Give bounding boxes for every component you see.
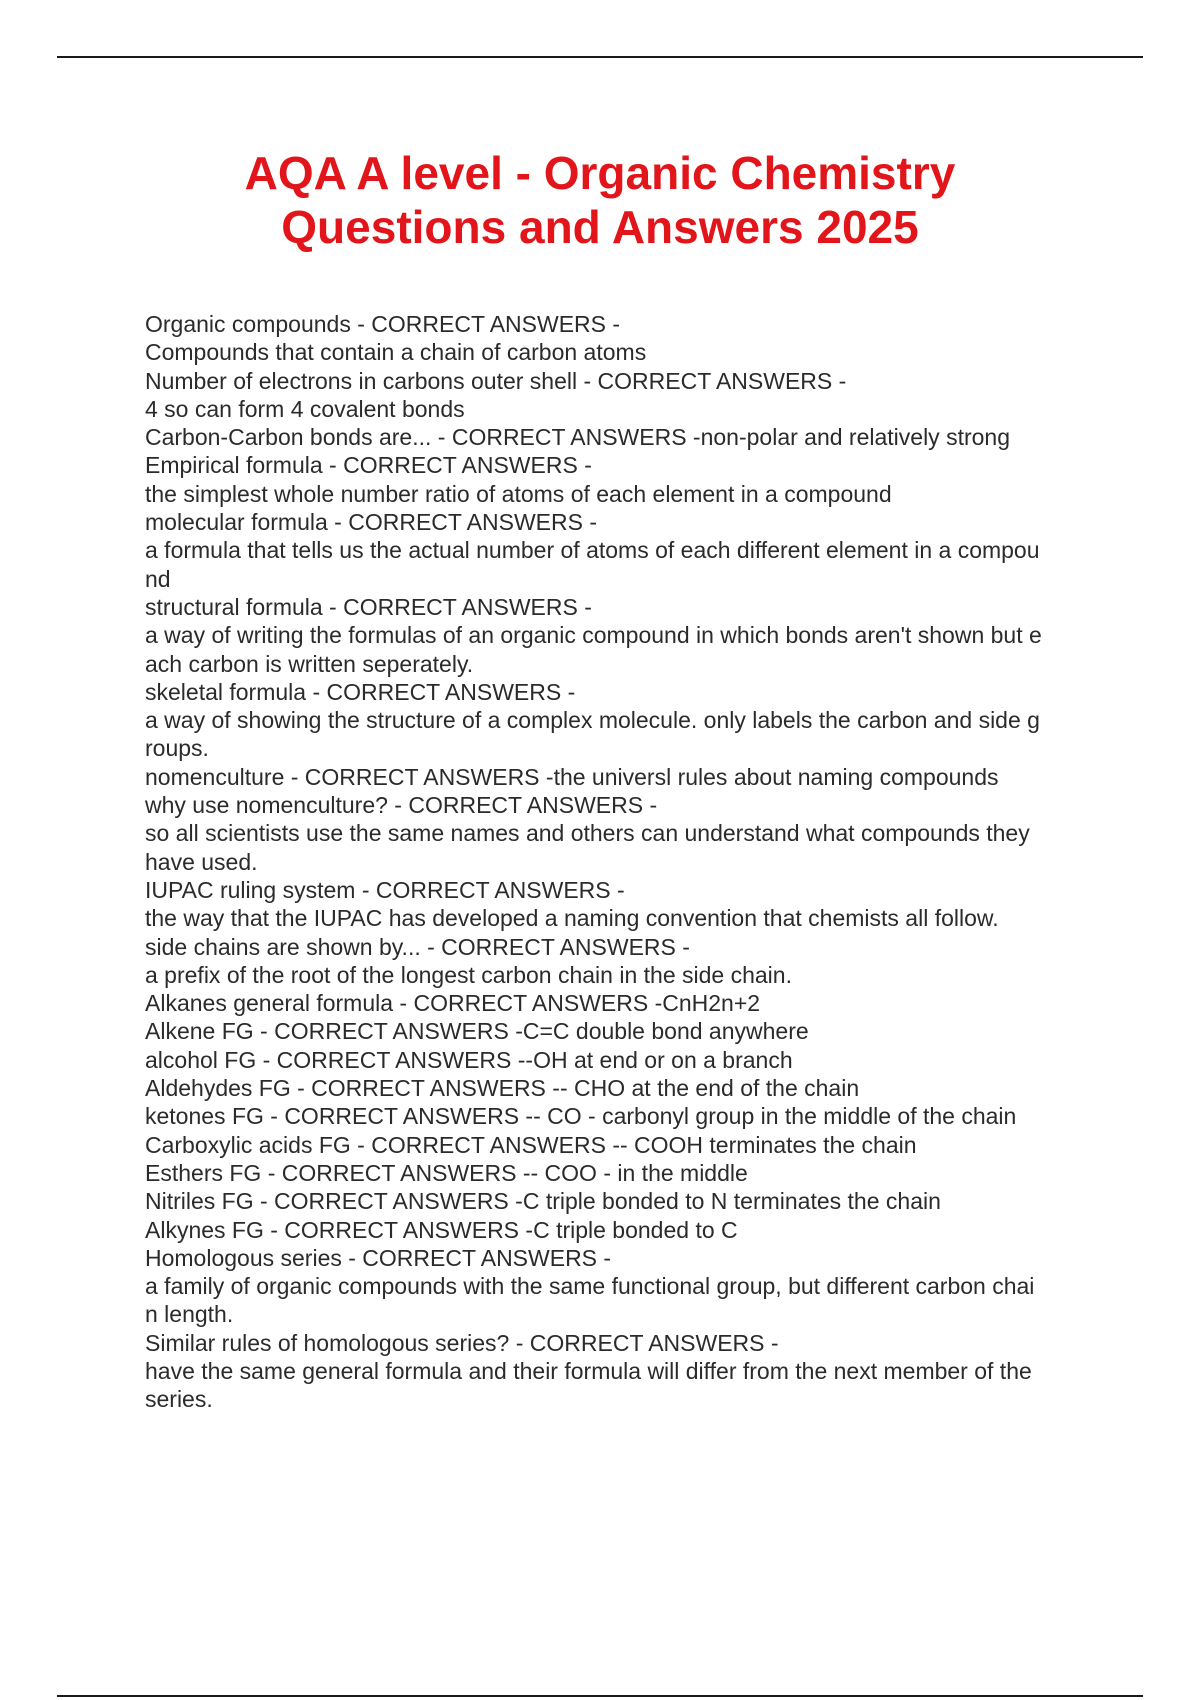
text-line: IUPAC ruling system - CORRECT ANSWERS - [145, 876, 625, 903]
text-line: Nitriles FG - CORRECT ANSWERS -C triple bonded to N terminates the chain [145, 1188, 941, 1215]
title-line-2: Questions and Answers 2025 [281, 201, 919, 253]
text-line: series. [145, 1386, 213, 1413]
text-line: Homologous series - CORRECT ANSWERS - [145, 1244, 612, 1271]
page-title [0, 146, 1200, 254]
text-line: ketones FG - CORRECT ANSWERS -- CO - carbonyl group in the middle of the chain [145, 1103, 1017, 1130]
text-line: side chains are shown by... - CORRECT ANSWERS - [145, 933, 690, 960]
text-line: Carbon-Carbon bonds are... - CORRECT ANSWERS -non-polar and relatively strong [145, 424, 1010, 451]
text-line: a family of organic compounds with the same functional group, but different carbon chai [145, 1273, 1035, 1300]
text-line: Alkynes FG - CORRECT ANSWERS -C triple bonded to C [145, 1216, 738, 1243]
text-line: have used. [145, 848, 258, 875]
title-line-1: AQA A level - Organic Chemistry [244, 147, 956, 199]
text-line: Organic compounds - CORRECT ANSWERS - [145, 311, 621, 337]
text-line: nd [145, 565, 171, 592]
text-line: roups. [145, 735, 209, 762]
text-line: Alkanes general formula - CORRECT ANSWERS -CnH2n+2 [145, 990, 761, 1017]
footer-rule [57, 1695, 1143, 1697]
text-line: Compounds that contain a chain of carbon atoms [145, 339, 647, 366]
text-line: a formula that tells us the actual number of atoms of each different element in a compou [145, 537, 1040, 564]
text-line: the simplest whole number ratio of atoms of each element in a compound [145, 480, 892, 507]
text-line: a way of showing the structure of a complex molecule. only labels the carbon and side g [145, 707, 1040, 734]
text-line: a way of writing the formulas of an organic compound in which bonds aren't shown but e [145, 622, 1042, 649]
document-body [145, 310, 1095, 1414]
text-line: nomenculture - CORRECT ANSWERS -the universl rules about naming compounds [145, 763, 999, 790]
text-line: Aldehydes FG - CORRECT ANSWERS -- CHO at the end of the chain [145, 1075, 860, 1102]
text-line: skeletal formula - CORRECT ANSWERS - [145, 678, 576, 705]
text-line: molecular formula - CORRECT ANSWERS - [145, 509, 597, 536]
text-line: Esthers FG - CORRECT ANSWERS -- COO - in the middle [145, 1159, 748, 1186]
text-line: Alkene FG - CORRECT ANSWERS -C=C double bond anywhere [145, 1018, 809, 1045]
text-line: structural formula - CORRECT ANSWERS - [145, 593, 592, 620]
header-rule [57, 56, 1143, 58]
text-line: Carboxylic acids FG - CORRECT ANSWERS -- COOH terminates the chain [145, 1131, 917, 1158]
text-line: ach carbon is written seperately. [145, 650, 474, 677]
text-line: so all scientists use the same names and others can understand what compounds they [145, 820, 1030, 847]
text-line: the way that the IUPAC has developed a naming convention that chemists all follow. [145, 905, 999, 932]
text-line: have the same general formula and their formula will differ from the next member of the [145, 1357, 1032, 1384]
text-line: a prefix of the root of the longest carbon chain in the side chain. [145, 961, 792, 988]
text-line: why use nomenculture? - CORRECT ANSWERS - [145, 792, 658, 819]
text-line: Number of electrons in carbons outer shell - CORRECT ANSWERS - [145, 367, 847, 394]
text-line: 4 so can form 4 covalent bonds [145, 395, 465, 422]
text-line: Similar rules of homologous series? - CORRECT ANSWERS - [145, 1329, 779, 1356]
text-line: alcohol FG - CORRECT ANSWERS --OH at end or on a branch [145, 1046, 793, 1073]
text-line: n length. [145, 1301, 234, 1328]
text-line: Empirical formula - CORRECT ANSWERS - [145, 452, 592, 479]
